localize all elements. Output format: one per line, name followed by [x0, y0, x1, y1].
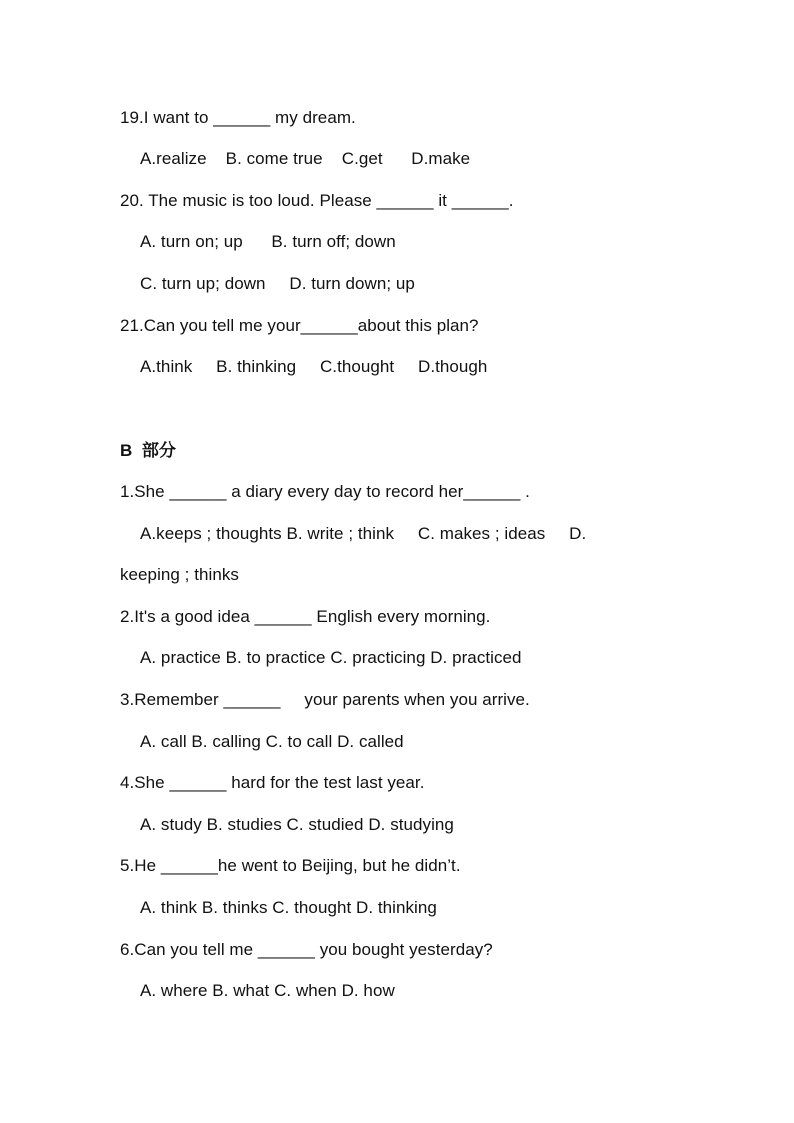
- question-b5: 5.He ______he went to Beijing, but he didn’t.: [120, 856, 461, 875]
- question-b1-options-cont: keeping ; thinks: [120, 565, 239, 584]
- question-b1-options: A.keeps ; thoughts B. write ; think C. makes ; ideas D.: [140, 524, 587, 543]
- question-b5-options: A. think B. thinks C. thought D. thinking: [140, 898, 437, 917]
- question-b4: 4.She ______ hard for the test last year.: [120, 773, 425, 792]
- question-21-options: A.think B. thinking C.thought D.though: [140, 357, 488, 376]
- question-b3-options: A. call B. calling C. to call D. called: [140, 732, 404, 751]
- question-21: 21.Can you tell me your______about this plan?: [120, 316, 479, 335]
- question-19-options: A.realize B. come true C.get D.make: [140, 149, 471, 168]
- question-20-options-ab: A. turn on; up B. turn off; down: [140, 232, 396, 251]
- question-b2-options: A. practice B. to practice C. practicing D. practiced: [140, 648, 522, 667]
- question-b3: 3.Remember ______ your parents when you arrive.: [120, 690, 530, 709]
- section-b-heading: B 部分: [120, 441, 176, 460]
- question-20: 20. The music is too loud. Please ______ it ______.: [120, 191, 514, 210]
- question-b6: 6.Can you tell me ______ you bought yesterday?: [120, 940, 493, 959]
- question-19: 19.I want to ______ my dream.: [120, 108, 356, 127]
- question-b4-options: A. study B. studies C. studied D. studying: [140, 815, 454, 834]
- question-20-options-cd: C. turn up; down D. turn down; up: [140, 274, 415, 293]
- question-b6-options: A. where B. what C. when D. how: [140, 981, 395, 1000]
- question-b2: 2.It's a good idea ______ English every morning.: [120, 607, 491, 626]
- question-b1: 1.She ______ a diary every day to record her______ .: [120, 482, 530, 501]
